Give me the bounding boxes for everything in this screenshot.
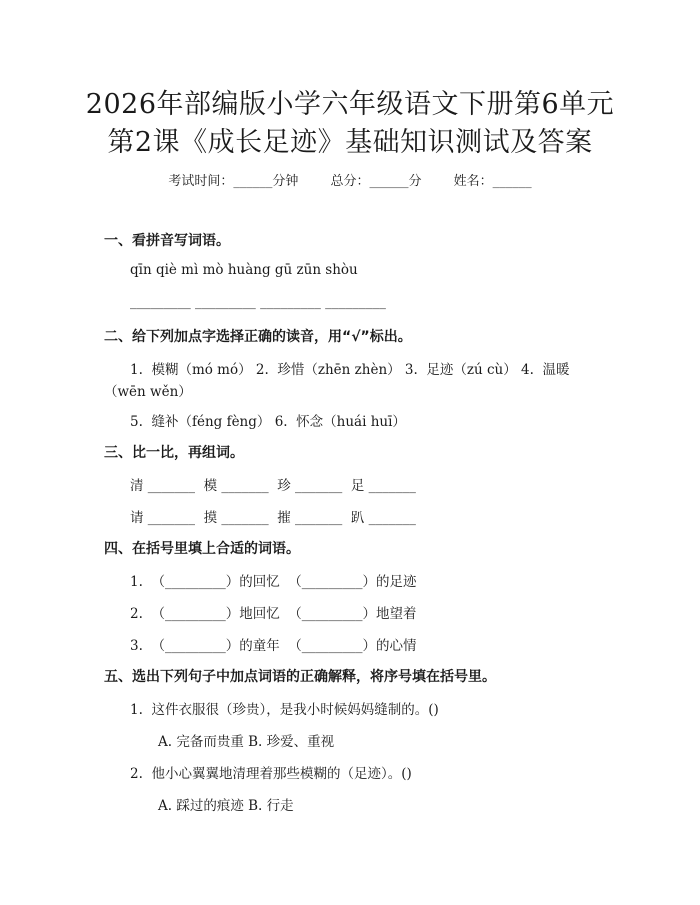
exam-name: 姓名：______ xyxy=(453,174,532,189)
section5-question2: 2. 他小心翼翼地清理着那些模糊的（足迹）。() xyxy=(130,766,412,782)
exam-score: 总分：______分 xyxy=(330,174,422,189)
section1-heading: 一、看拼音写词语。 xyxy=(104,233,230,249)
exam-time: 考试时间：______分钟 xyxy=(168,174,299,189)
section1-blanks: _________ _________ _________ _________ xyxy=(130,294,386,310)
section2-heading: 二、给下列加点字选择正确的读音，用“√”标出。 xyxy=(104,329,412,345)
section2-line1: 1. 模糊（mó mó） 2. 珍惜（zhēn zhèn） 3. 足迹（zú cù） 4. 温暖 xyxy=(130,362,570,378)
section4-heading: 四、在括号里填上合适的词语。 xyxy=(104,541,300,557)
section5-question1-options: A. 完备而贵重 B. 珍爱、重视 xyxy=(158,734,335,750)
document-title-line1: 2026年部编版小学六年级语文下册第6单元 xyxy=(85,89,615,120)
exam-meta xyxy=(0,170,700,189)
section5-question1: 1. 这件衣服很（珍贵），是我小时候妈妈缝制的。() xyxy=(130,702,439,718)
section2-line2: 5. 缝补（féng fèng） 6. 怀念（huái huī） xyxy=(130,414,406,430)
section4-line1: 1. （_________）的回忆 （_________）的足迹 xyxy=(130,574,417,590)
section1-pinyin: qīn qiè mì mò huàng gū zūn shòu xyxy=(130,262,358,278)
section3-heading: 三、比一比，再组词。 xyxy=(104,445,244,461)
section3-line2: 请 _______ 摸 _______ 摧 _______ 趴 _______ xyxy=(130,510,416,526)
section4-line2: 2. （_________）地回忆 （_________）地望着 xyxy=(130,606,417,622)
section5-question2-options: A. 踩过的痕迹 B. 行走 xyxy=(158,798,294,814)
section4-line3: 3. （_________）的童年 （_________）的心情 xyxy=(130,638,417,654)
section3-line1: 清 _______ 模 _______ 珍 _______ 足 _______ xyxy=(130,478,416,494)
section2-line1-wrap: （wēn wěn） xyxy=(104,384,192,400)
document-title-line2: 第2课《成长足迹》基础知识测试及答案 xyxy=(107,127,593,158)
section5-heading: 五、选出下列句子中加点词语的正确解释，将序号填在括号里。 xyxy=(104,669,496,685)
